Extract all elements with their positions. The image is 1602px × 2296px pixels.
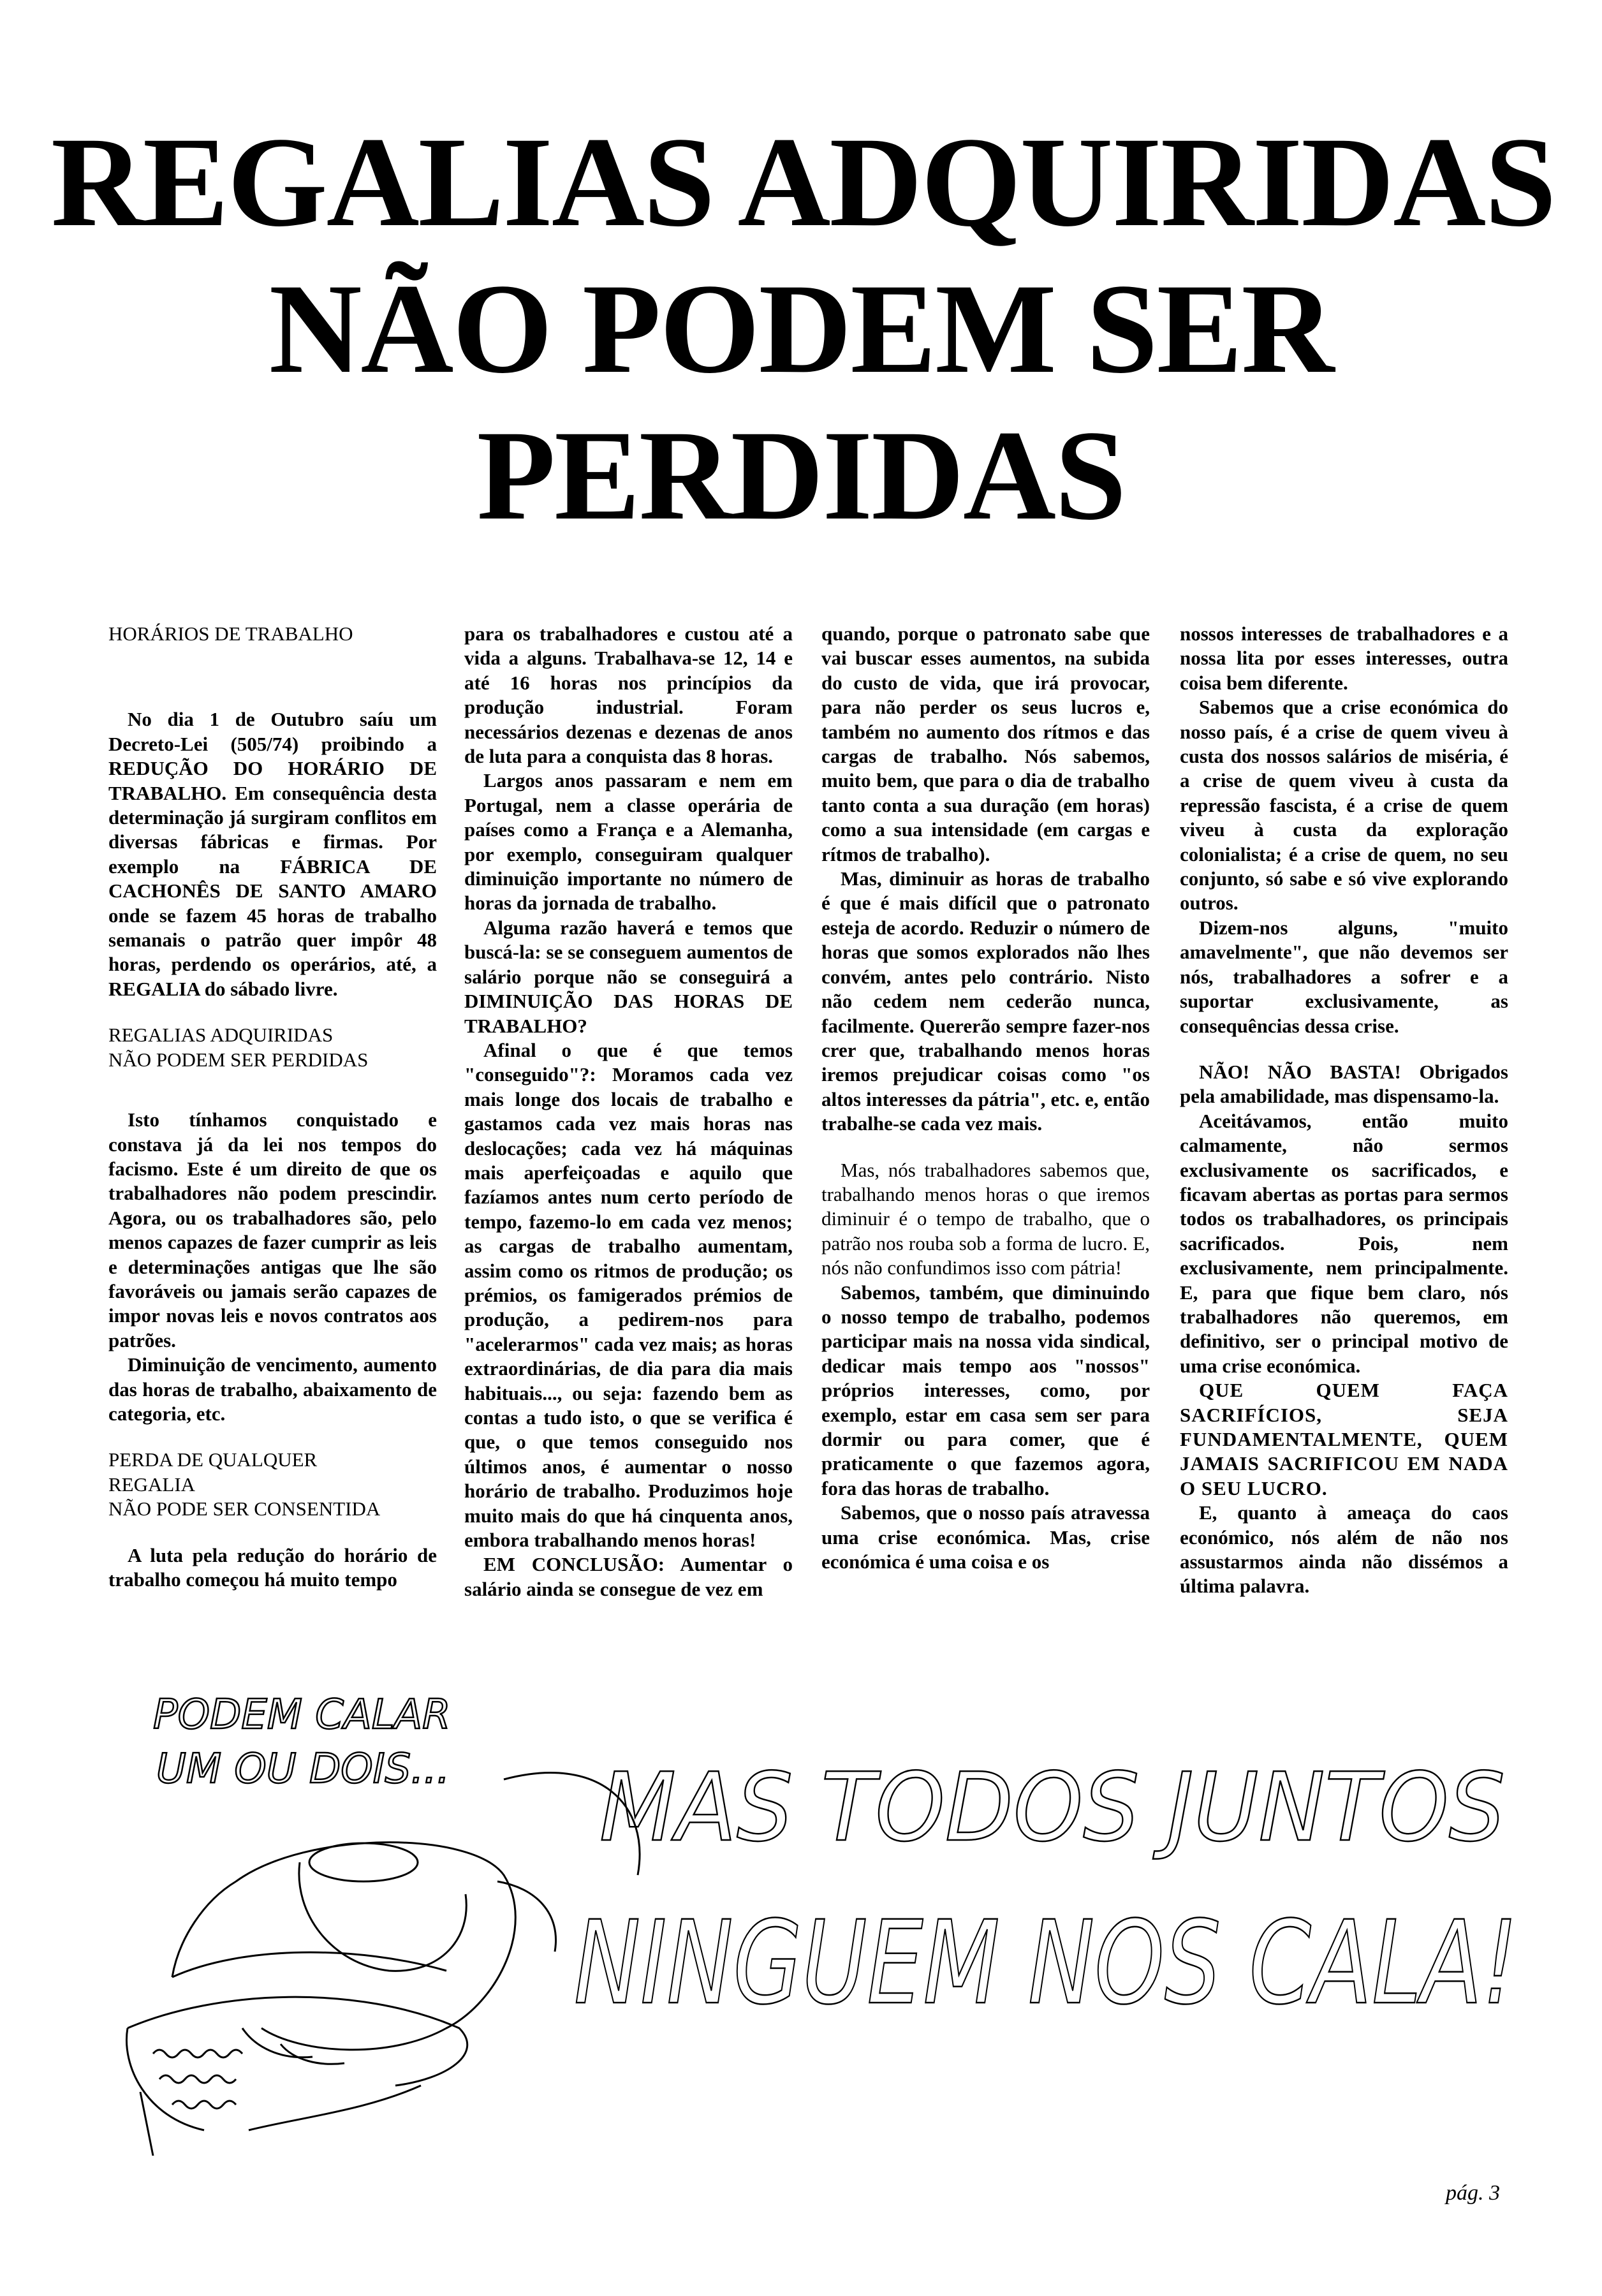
paragraph: EM CONCLUSÃO: Aumentar o salário ainda se consegue de vez em: [464, 1553, 793, 1600]
paragraph: A luta pela redução do horário de trabalho começou há muito tempo: [108, 1543, 437, 1591]
section-heading: PERDA DE QUALQUER: [108, 1448, 318, 1471]
column-1: [108, 622, 437, 1592]
paragraph: Mas, diminuir as horas de trabalho é que é mais difícil que o patronato esteja de acordo. Reduzir o número de horas que somos explorados não lhes convém, antes pelo contrário. Nisto não cedem nem cederão nunca, facilmente. Quererão sempre fazer-nos crer que, trabalhando menos horas iremos prejudicar coisas como "os altos interesses da pátria", etc. e, então trabalhe-se cada vez mais.: [821, 867, 1150, 1135]
paragraph: Afinal o que é que temos "conseguido"?: Moramos cada vez mais longe dos locais de trabalho e gastamos cada vez mais horas nas deslocações; cada vez há máquinas mais aperfeiçoadas e aquilo que fazíamos antes num certo período de tempo, fazemo-lo em cada vez menos; as cargas de trabalho aumentam, assim como os ritmos de produção; os prémios, os famigerados prémios de produção, a pedirem-nos para "acelerarmos" cada vez mais; as horas extraordinárias, de dia para dia mais habituais..., ou seja: fazendo bem as contas a tudo isto, o que se verifica é que, o que temos conseguido nos últimos anos, é aumentar o nosso horário de trabalho. Produzimos hoje muito mais do que há cinquenta anos, embora trabalhando menos horas!: [464, 1038, 793, 1552]
section-heading: NÃO PODE SER CONSENTIDA: [108, 1498, 381, 1520]
paragraph: Diminuição de vencimento, aumento das horas de trabalho, abaixamento de categoria, etc.: [108, 1353, 437, 1425]
section-heading: HORÁRIOS DE TRABALHO: [108, 622, 353, 645]
paragraph: Sabemos, também, que diminuindo o nosso tempo de trabalho, podemos participar mais na nossa vida sindical, dedicar mais tempo aos "nossos" próprios interesses, como, por exemplo, estar em casa sem ser para dormir ou para comer, que é praticamente o que fazemos agora, fora das horas de trabalho.: [821, 1281, 1150, 1499]
paragraph: Isto tínhamos conquistado e constava já da lei nos tempos do facismo. Este é um direito de que os trabalhadores não podem prescindir. Agora, ou os trabalhadores são, pelo menos capazes de fazer cumprir as leis e determinações antigas que lhe são favoráveis ou jamais serão capazes de impor novas leis e novos contratos aos patrões.: [108, 1108, 437, 1351]
cartoon-caption: UM OU DOIS...: [156, 1746, 450, 1793]
paragraph: E, quanto à ameaça do caos económico, nós além de não nos assustarmos ainda não dissémos a última palavra.: [1180, 1501, 1508, 1598]
paragraph: Mas, nós trabalhadores sabemos que, trabalhando menos horas o que iremos diminuir é o tempo de trabalho, que o patrão nos rouba sob a forma de lucro. E, nós não confundimos isso com pátria!: [821, 1158, 1150, 1279]
paragraph: para os trabalhadores e custou até a vida a alguns. Trabalhava-se 12, 14 e até 16 horas nos princípios da produção industrial. Foram necessários dezenas e dezenas de anos de luta para a conquista das 8 horas.: [464, 622, 793, 768]
paragraph: QUE QUEM FAÇA SACRIFÍCIOS, SEJA FUNDAMENTALMENTE, QUEM JAMAIS SACRIFICOU EM NADA O SEU LUCRO.: [1180, 1379, 1508, 1499]
section-heading: REGALIA: [108, 1473, 196, 1496]
cartoon-slogan: NINGUEM NOS CALA!: [574, 1897, 1518, 2030]
paragraph: Alguma razão haverá e temos que buscá-la: se se conseguem aumentos de salário porque não se conseguirá a DIMINUIÇÃO DAS HORAS DE TRABALHO?: [464, 916, 793, 1037]
paragraph: nossos interesses de trabalhadores e a nossa lita por esses interesses, outra coisa bem diferente.: [1180, 622, 1508, 694]
column-3: [821, 622, 1150, 1574]
paragraph: No dia 1 de Outubro saíu um Decreto-Lei (505/74) proibindo a REDUÇÃO DO HORÁRIO DE TRABALHO. Em consequência desta determinação já surgiram conflitos em diversas fábricas e firmas. Por exemplo na FÁBRICA DE CACHONÊS DE SANTO AMARO onde se fazem 45 horas de trabalho semanais o patrão quer impôr 48 horas, perdendo os operários, até, a REGALIA do sábado livre.: [108, 708, 437, 1000]
paragraph: Largos anos passaram e nem em Portugal, nem a classe operária de países como a França e a Alemanha, por exemplo, conseguiram qualquer diminuição importante no número de horas da jornada de trabalho.: [464, 769, 793, 915]
gagged-face-drawing: [127, 1843, 556, 2156]
paragraph: Sabemos que a crise económica do nosso país, é a crise de quem viveu à custa dos nossos salários de miséria, é a crise de quem viveu à custa da repressão fascista, é a crise de quem viveu à custa da exploração colonialista; é a crise de quem, no seu conjunto, só sabe e só vive explorando outros.: [1180, 696, 1508, 915]
column-4: [1180, 622, 1508, 1599]
column-2: [464, 622, 793, 1601]
headline: [51, 108, 1555, 548]
paragraph: quando, porque o patronato sabe que vai buscar esses aumentos, na subida do custo de vida, que irá provocar, para não perder os seus lucros e, também no aumento dos rítmos e das cargas de trabalho. Nós sabemos, muito bem, que para o dia de trabalho tanto conta a sua duração (em horas) como a sua intensidade (em cargas e rítmos de trabalho).: [821, 622, 1150, 865]
cartoon-illustration: [89, 1671, 1531, 2156]
headline-line-3: PERDIDAS: [476, 404, 1126, 547]
headline-line-2: NÃO PODEM SER: [268, 257, 1334, 400]
cartoon-caption: PODEM CALAR: [153, 1691, 451, 1739]
paragraph: Sabemos, que o nosso país atravessa uma crise económica. Mas, crise económica é uma coisa e os: [821, 1501, 1150, 1573]
paragraph: Aceitávamos, então muito calmamente, não sermos exclusivamente os sacrificados, e ficavam abertas as portas para sermos todos os trabalhadores, os principais sacrificados. Pois, nem exclusivamente, nem principalmente. E, para que fique bem claro, nós trabalhadores não queremos, em definitivo, ser o principal motivo de uma crise económica.: [1180, 1109, 1508, 1377]
headline-line-1: REGALIAS ADQUIRIDAS: [51, 110, 1555, 253]
paragraph: Dizem-nos alguns, "muito amavelmente", que não devemos ser nós, trabalhadores a sofrer e a suportar exclusivamente, as consequências dessa crise.: [1180, 916, 1508, 1037]
cartoon-slogan: MAS TODOS JUNTOS: [599, 1753, 1505, 1862]
section-heading: NÃO PODEM SER PERDIDAS: [108, 1048, 369, 1071]
page-number: pág. 3: [1446, 2181, 1500, 2205]
paragraph: NÃO! NÃO BASTA! Obrigados pela amabilidade, mas dispensamo-la.: [1180, 1060, 1508, 1108]
section-heading: REGALIAS ADQUIRIDAS: [108, 1024, 334, 1047]
